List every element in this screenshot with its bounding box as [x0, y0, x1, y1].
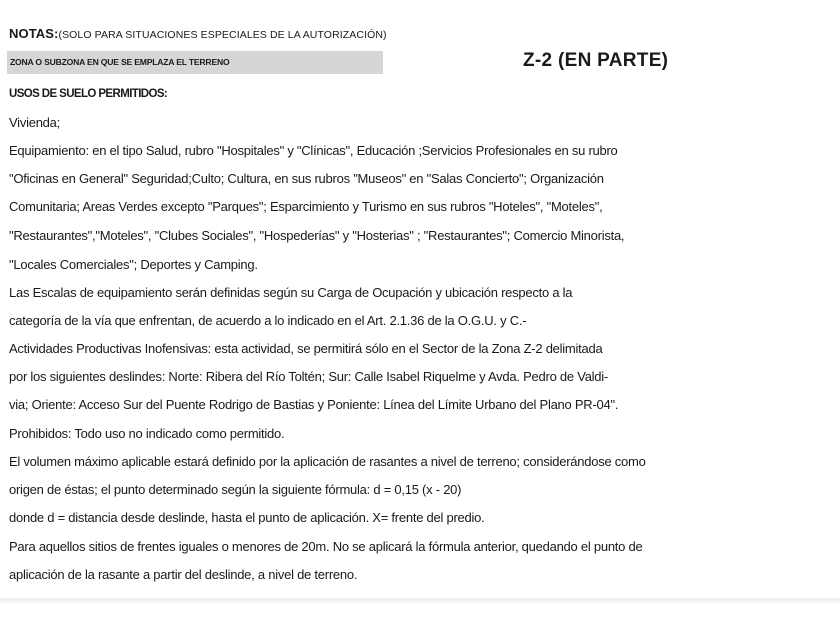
body-line: donde d = distancia desde deslinde, hasta el punto de aplicación. X= frente del predio. — [9, 510, 485, 525]
notes-label: NOTAS: — [9, 26, 59, 41]
body-line: "Locales Comerciales"; Deportes y Camping. — [9, 257, 258, 272]
body-line: Actividades Productivas Inofensivas: esta actividad, se permitirá sólo en el Sector de la Zona Z-2 delimitada — [9, 341, 603, 356]
body-line: por los siguientes deslindes: Norte: Ribera del Río Toltén; Sur: Calle Isabel Riquelme y Avda. Pedro de Valdi- — [9, 369, 609, 384]
page-bottom-edge — [0, 598, 840, 603]
body-line: via; Oriente: Acceso Sur del Puente Rodrigo de Bastias y Poniente: Línea del Límite Urbano del Plano PR-04". — [9, 397, 619, 412]
body-line: Para aquellos sitios de frentes iguales o menores de 20m. No se aplicará la fórmula anterior, quedando el punto de — [9, 539, 643, 554]
body-line: Equipamiento: en el tipo Salud, rubro "Hospitales" y "Clínicas", Educación ;Servicios Profesionales en su rubro — [9, 143, 618, 158]
body-line: El volumen máximo aplicable estará definido por la aplicación de rasantes a nivel de terreno; considerándose como — [9, 454, 646, 469]
notes-heading — [9, 26, 387, 41]
body-line: categoría de la vía que enfrentan, de acuerdo a lo indicado en el Art. 2.1.36 de la O.G.U. y C.- — [9, 313, 527, 328]
notes-sublabel: (SOLO PARA SITUACIONES ESPECIALES DE LA AUTORIZACIÓN) — [58, 29, 387, 41]
body-line: aplicación de la rasante a partir del deslinde, a nivel de terreno. — [9, 567, 358, 582]
body-line: Las Escalas de equipamiento serán definidas según su Carga de Ocupación y ubicación respecto a la — [9, 285, 573, 300]
zone-code: Z-2 (EN PARTE) — [523, 50, 669, 71]
body-line: Vivienda; — [9, 115, 60, 130]
body-line: Prohibidos: Todo uso no indicado como permitido. — [9, 426, 285, 441]
zone-label: ZONA O SUBZONA EN QUE SE EMPLAZA EL TERRENO — [10, 57, 230, 67]
body-line: "Restaurantes","Moteles", "Clubes Sociales", "Hospederías" y "Hosterias" ; "Restaurantes"; Comercio Minorista, — [9, 228, 625, 243]
uses-heading: USOS DE SUELO PERMITIDOS: — [9, 88, 168, 100]
body-line: "Oficinas en General" Seguridad;Culto; Cultura, en sus rubros "Museos" en "Salas Concierto"; Organización — [9, 171, 604, 186]
body-line: Comunitaria; Areas Verdes excepto "Parques"; Esparcimiento y Turismo en sus rubros "Hoteles", "Moteles", — [9, 199, 603, 214]
body-line: origen de éstas; el punto determinado según la siguiente fórmula: d = 0,15 (x - 20) — [9, 482, 462, 497]
